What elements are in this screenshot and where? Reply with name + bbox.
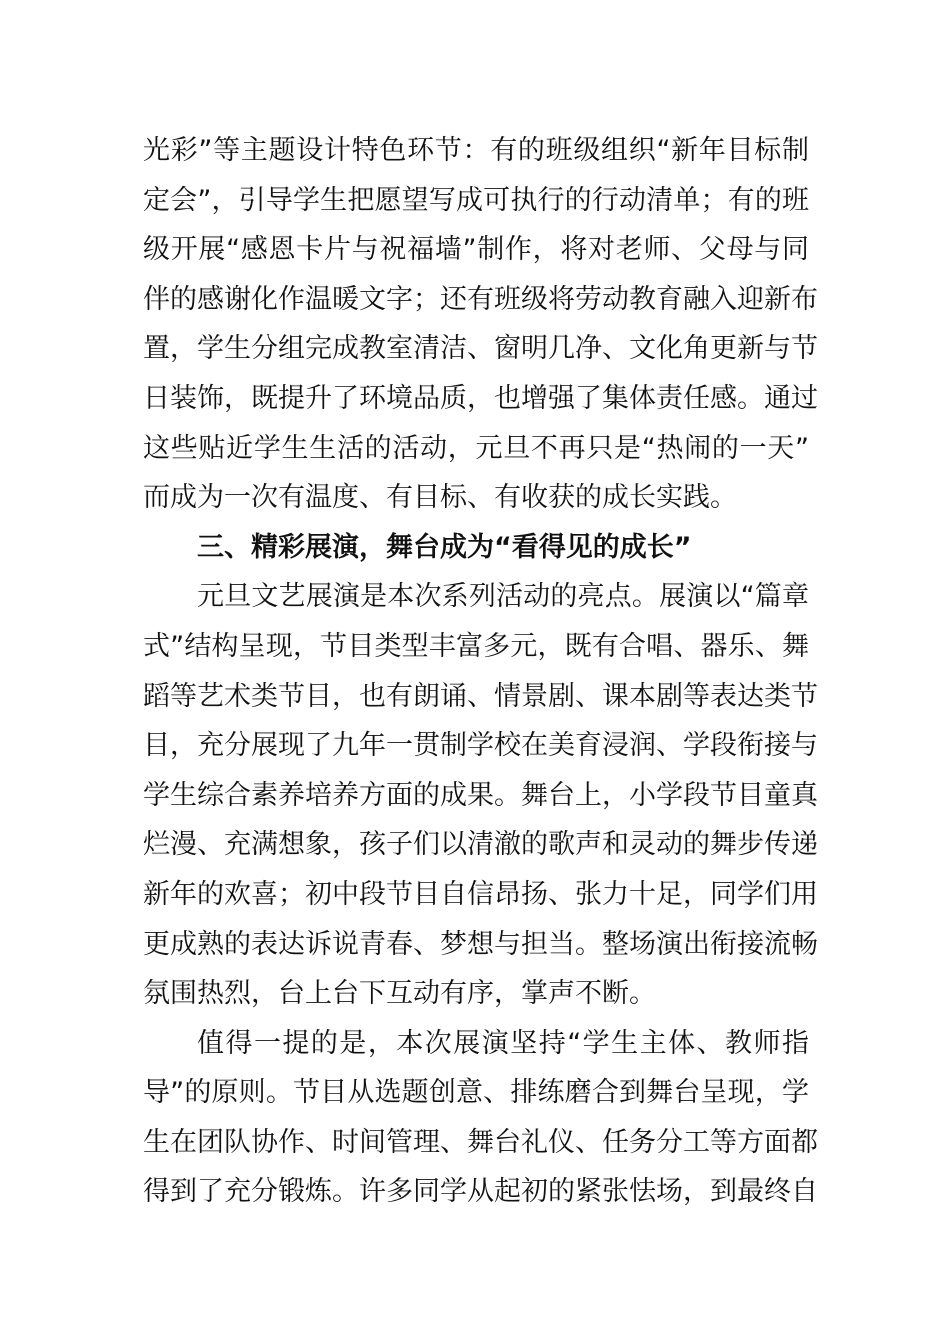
text-line: 伴的感谢化作温暖文字；还有班级将劳动教育融入迎新布 — [143, 283, 818, 315]
paragraph-performance — [143, 572, 818, 1018]
text-line: 得到了充分锻炼。许多同学从起初的紧张怯场，到最终自 — [143, 1176, 818, 1208]
text-line: 值得一提的是，本次展演坚持“学生主体、教师指 — [197, 1027, 809, 1059]
document-body — [143, 126, 818, 1217]
text-line: 蹈等艺术类节目，也有朗诵、情景剧、课本剧等表达类节 — [143, 680, 818, 712]
text-line: 学生综合素养培养方面的成果。舞台上，小学段节目童真 — [143, 779, 818, 811]
text-line: 级开展“感恩卡片与祝福墙”制作，将对老师、父母与同 — [143, 234, 809, 266]
text-line: 目，充分展现了九年一贯制学校在美育浸润、学段衔接与 — [143, 730, 818, 762]
section-heading — [143, 523, 809, 573]
text-line: 式”结构呈现，节目类型丰富多元，既有合唱、器乐、舞 — [143, 630, 809, 662]
text-line: 这些贴近学生生活的活动，元旦不再只是“热闹的一天” — [143, 432, 809, 464]
text-line: 定会”，引导学生把愿望写成可执行的行动清单；有的班 — [143, 184, 809, 216]
text-line: 氛围热烈，台上台下互动有序，掌声不断。 — [143, 978, 656, 1010]
text-line: 而成为一次有温度、有目标、有收获的成长实践。 — [143, 482, 737, 514]
heading-text: 三、精彩展演，舞台成为“看得见的成长” — [197, 531, 692, 563]
text-line: 导”的原则。节目从选题创意、排练磨合到舞台呈现，学 — [143, 1077, 809, 1109]
text-line: 生在团队协作、时间管理、舞台礼仪、任务分工等方面都 — [143, 1126, 818, 1158]
text-line: 光彩”等主题设计特色环节：有的班级组织“新年目标制 — [143, 135, 809, 166]
text-line: 更成熟的表达诉说青春、梦想与担当。整场演出衔接流畅 — [143, 928, 818, 960]
paragraph-principle — [143, 1019, 818, 1217]
text-line: 置，学生分组完成教室清洁、窗明几净、文化角更新与节 — [143, 333, 818, 365]
paragraph-continuation — [143, 126, 818, 523]
text-line: 日装饰，既提升了环境品质，也增强了集体责任感。通过 — [143, 382, 818, 414]
text-line: 元旦文艺展演是本次系列活动的亮点。展演以“篇章 — [197, 581, 809, 613]
text-line: 烂漫、充满想象，孩子们以清澈的歌声和灵动的舞步传递 — [143, 829, 818, 861]
text-line: 新年的欢喜；初中段节目自信昂扬、张力十足，同学们用 — [143, 878, 818, 910]
